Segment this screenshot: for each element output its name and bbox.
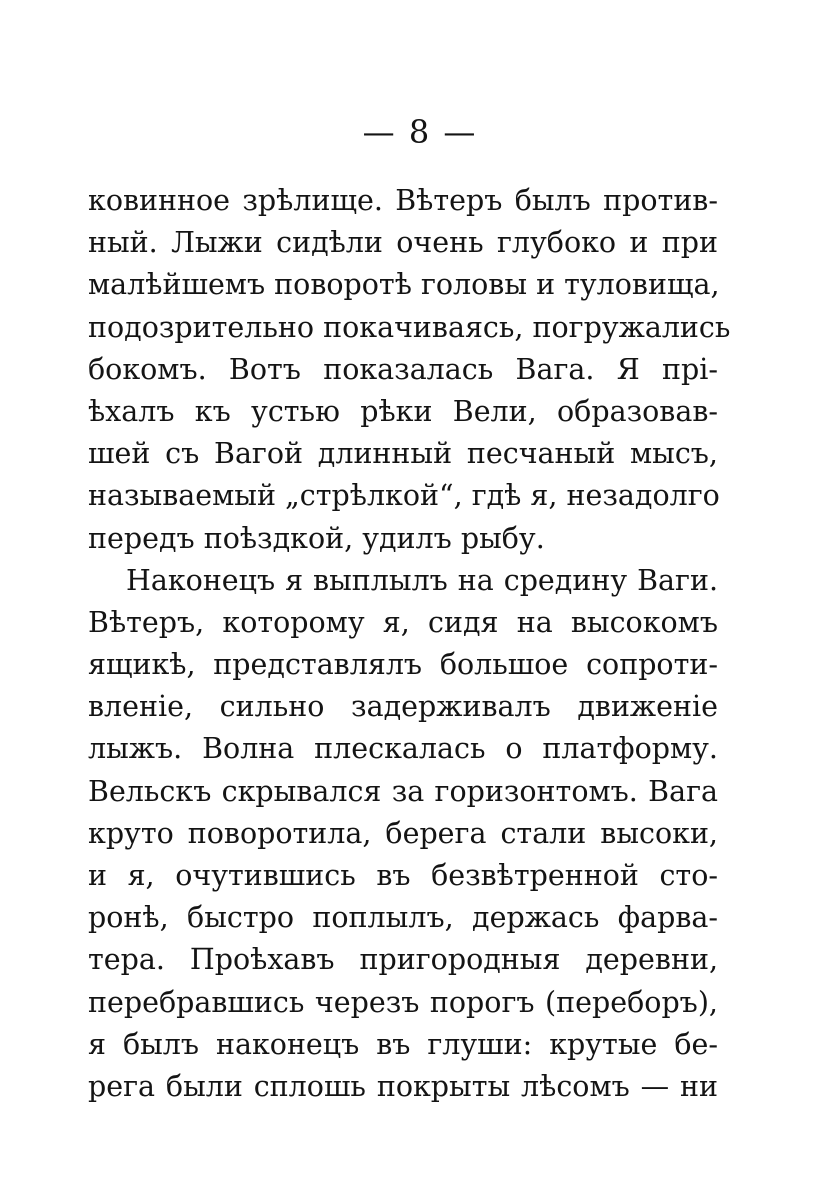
text-line: малѣйшемъ поворотѣ головы и туловища, bbox=[88, 268, 720, 302]
paragraph-end-line: передъ поѣздкой, удилъ рыбу. bbox=[88, 521, 545, 555]
text-line: круто поворотила, берега стали высоки, bbox=[88, 816, 718, 850]
text-line: ронѣ, быстро поплылъ, держась фарва- bbox=[88, 901, 718, 935]
text-line: вленіе, сильно задерживалъ движеніе bbox=[88, 690, 718, 724]
text-line: ѣхалъ къ устью рѣки Вели, образовав- bbox=[88, 394, 718, 428]
text-line: Вельскъ скрывался за горизонтомъ. Вага bbox=[88, 774, 718, 808]
text-line: бокомъ. Вотъ показалась Вага. Я прі- bbox=[88, 352, 718, 386]
text-line: ный. Лыжи сидѣли очень глубоко и при bbox=[88, 226, 718, 260]
text-line: рега были сплошь покрыты лѣсомъ — ни bbox=[88, 1069, 718, 1103]
text-line: ковинное зрѣлище. Вѣтеръ былъ против- bbox=[88, 184, 718, 217]
page-number: — 8 — bbox=[362, 113, 478, 151]
text-line: подозрительно покачиваясь, погружались bbox=[88, 310, 731, 344]
text-line: тера. Проѣхавъ пригородныя деревни, bbox=[88, 943, 718, 977]
text-line: лыжъ. Волна плескалась о платформу. bbox=[88, 732, 718, 766]
text-line: и я, очутившись въ безвѣтренной сто- bbox=[88, 859, 718, 892]
text-line: ящикѣ, представлялъ большое сопроти- bbox=[88, 648, 718, 682]
body-text bbox=[88, 180, 731, 1108]
text-line: называемый „стрѣлкой“, гдѣ я, незадолго bbox=[88, 479, 720, 513]
paragraph-start-line: Наконецъ я выплылъ на средину Ваги. bbox=[126, 563, 718, 597]
text-line: Вѣтеръ, которому я, сидя на высокомъ bbox=[88, 605, 718, 639]
text-line: шей съ Вагой длинный песчаный мысъ, bbox=[88, 437, 718, 471]
text-line: я былъ наконецъ въ глуши: крутые бе- bbox=[88, 1027, 718, 1061]
text-line: перебравшись черезъ порогъ (переборъ), bbox=[88, 985, 718, 1019]
